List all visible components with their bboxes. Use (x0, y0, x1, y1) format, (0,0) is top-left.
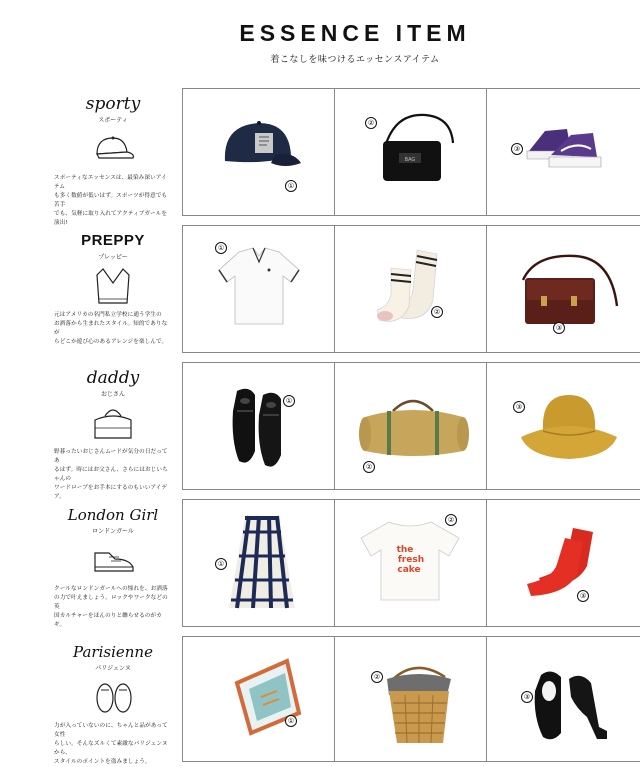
item-number: ② (431, 306, 443, 318)
item-number: ① (283, 395, 295, 407)
item-number: ① (285, 715, 297, 727)
print-tshirt-icon (355, 516, 465, 606)
style-row-daddy (0, 362, 640, 500)
item-cell[interactable] (182, 500, 335, 626)
style-info (54, 636, 172, 764)
item-number: ③ (513, 401, 525, 413)
black-pumps-icon (527, 657, 617, 747)
item-number: ③ (577, 590, 589, 602)
style-name: PREPPY (81, 232, 145, 249)
navy-cap-icon (215, 111, 305, 181)
style-name: sporty (85, 94, 141, 114)
vest-sketch-icon (89, 265, 137, 305)
item-cell[interactable] (486, 363, 640, 489)
item-number: ② (445, 514, 457, 526)
style-description: 力が入っていないのに、ちゃんと品があって女性 らしい。そんなズルくて素敵なパリジェンヌから、 スタイルのポイントを盗みましょう。 (54, 723, 168, 765)
cap-sketch-icon (89, 128, 137, 168)
item-cell[interactable] (486, 500, 640, 626)
item-cell[interactable] (334, 226, 487, 352)
item-grid (182, 636, 640, 762)
style-description: クールなロンドンガールへの憧れを、お洒落 の力で叶えましょう。ロックやワークなどの英 国カルチャーをほんのりと纏らせるのがカギ。 (54, 586, 168, 628)
item-number: ③ (553, 322, 565, 334)
style-info (54, 225, 172, 353)
brown-satchel-icon (515, 250, 625, 330)
style-description: スポーティなエッセンスは、最染み深いアイテム も多く数値が低いはず。スポーツが得意でも苦手 でも、気軽に取り入れてアクティブガールを演出! (54, 175, 168, 226)
style-kana: パリジェンヌ (95, 665, 131, 672)
mustard-bucket-hat-icon (513, 387, 623, 467)
item-cell[interactable] (182, 226, 335, 352)
page-subtitle: 着こなしを味つけるエッセンスアイテム (270, 55, 440, 65)
purple-sneakers-icon (521, 111, 611, 181)
style-name: London Girl (67, 506, 159, 524)
item-number: ③ (511, 143, 523, 155)
style-row-london-girl (0, 499, 640, 627)
item-number: ② (363, 461, 375, 473)
svg-text:BAG: BAG (404, 157, 416, 163)
item-number: ① (215, 558, 227, 570)
item-grid (182, 225, 640, 353)
style-row-preppy (0, 225, 640, 353)
black-shoulder-bag-icon (365, 107, 465, 187)
item-number: ① (215, 242, 227, 254)
style-name: daddy (86, 368, 140, 388)
item-number: ③ (521, 691, 533, 703)
ballet-flats-sketch-icon (89, 676, 137, 716)
plaid-skirt-icon (223, 512, 303, 612)
style-info (54, 88, 172, 226)
silk-scarf-icon (227, 653, 317, 743)
tshirt-print-line: fresh (397, 555, 425, 565)
item-grid (182, 499, 640, 627)
tshirt-print-line: the (396, 545, 414, 555)
item-number: ② (365, 117, 377, 129)
item-grid (182, 88, 640, 216)
item-cell[interactable] (182, 637, 335, 761)
style-info (54, 499, 172, 627)
item-cell[interactable] (182, 363, 335, 489)
striped-socks-icon (371, 244, 461, 334)
style-kana: スポーティ (98, 117, 128, 124)
item-cell[interactable] (486, 89, 640, 215)
item-number: ① (285, 180, 297, 192)
page-header (0, 20, 640, 65)
white-polo-shirt-icon (209, 240, 309, 330)
style-description: 元はアメリカの名門私立学校に通う学生の お洒落から生まれたスタイル。知的でありなが らどこか遊び心のあるアレンジを楽しんで。 (54, 312, 168, 345)
style-info (54, 362, 172, 500)
item-cell[interactable] (334, 89, 487, 215)
style-row-parisienne (0, 636, 640, 764)
red-socks-icon (521, 522, 611, 612)
style-name: Parisienne (73, 643, 153, 661)
item-grid (182, 362, 640, 490)
style-description: 野暮ったいおじさんムードが気分の日だってあ るはず。時にはお父さん、さらにはおじいちゃんの ワードローブをお手本にするのもいいアイデア。 (54, 449, 168, 500)
tshirt-print-line: cake (397, 565, 421, 575)
item-cell[interactable] (334, 637, 487, 761)
page-title: ESSENCE ITEM (239, 20, 471, 46)
item-cell[interactable] (182, 89, 335, 215)
item-cell[interactable] (486, 637, 640, 761)
style-kana: プレッピー (98, 254, 128, 261)
style-kana: おじさん (100, 391, 125, 398)
style-kana: ロンドンガール (92, 528, 134, 535)
canvas-duffel-bag-icon (353, 387, 473, 467)
style-row-sporty (0, 88, 640, 226)
shoe-sketch-icon (89, 539, 137, 579)
item-cell[interactable] (334, 363, 487, 489)
boston-bag-sketch-icon (89, 402, 137, 442)
item-cell[interactable] (486, 226, 640, 352)
item-cell[interactable] (334, 500, 487, 626)
item-number: ② (371, 671, 383, 683)
basket-bag-icon (375, 651, 465, 751)
